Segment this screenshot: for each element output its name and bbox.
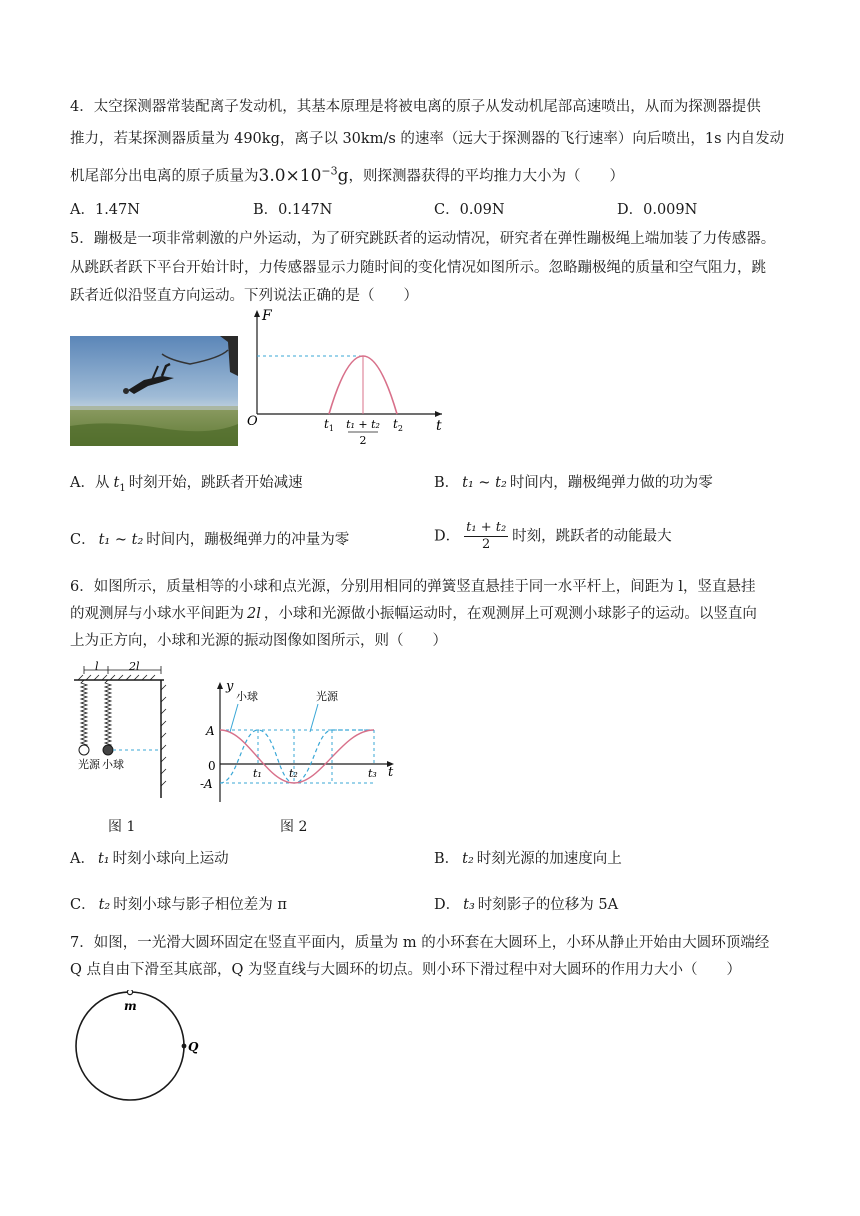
q4-option-b: B．0.147N <box>253 202 333 218</box>
light-source-label: 光源 <box>78 758 100 771</box>
x-axis-label: t <box>436 418 442 434</box>
t1-label: t₁ <box>253 767 262 780</box>
q4-line-3 <box>70 161 624 187</box>
ball-label: 小球 <box>102 758 124 771</box>
q6-line-1: 6．如图所示，质量相等的小球和点光源，分别用相同的弹簧竖直悬挂于同一水平杆上，间距为 l，竖直悬挂 <box>70 579 756 595</box>
q5-line-1: 5．蹦极是一项非常刺激的户外运动，为了研究跳跃者的运动情况，研究者在弹性蹦极绳上端加装了力传感器。 <box>70 231 776 247</box>
bungee-jumper-photo <box>70 336 238 446</box>
q6-option-b: B． t₂ 时刻光源的加速度向上 <box>434 851 622 867</box>
figure-1-caption: 图 1 <box>108 819 136 835</box>
zero-label: 0 <box>208 759 216 773</box>
small-ring <box>127 990 132 995</box>
q5-option-d: D． $\frac{\text{t₁ + t₂}}{2}$ 时刻，跳跃者的动能最大 <box>434 520 672 552</box>
ball-spring <box>105 680 111 754</box>
q5-line-3: 跃者近似沿竖直方向运动。下列说法正确的是（ ） <box>70 288 418 304</box>
ball-curve-label: 小球 <box>236 690 258 703</box>
t1-label: $t_1$ <box>324 417 334 433</box>
q-label: Q <box>188 1040 199 1054</box>
t2-label: $t_2$ <box>393 417 403 433</box>
small-ball <box>103 745 113 755</box>
dim-2l-label: 2l <box>129 660 140 673</box>
y-axis-label: F <box>262 308 272 324</box>
midpoint-denominator: 2 <box>359 434 367 447</box>
point-q <box>182 1044 187 1049</box>
q5-line-2: 从跳跃者跃下平台开始计时，力传感器显示力随时间的变化情况如图所示。忽略蹦极绳的质量和空气阻力，跳 <box>70 260 766 276</box>
light-curve-label: 光源 <box>316 690 338 703</box>
q6-line-2: 的观测屏与小球水平间距为 2l ，小球和光源做小振幅运动时，在观测屏上可观测小球影子的运动。以竖直向 <box>70 606 757 622</box>
oscillation-graph <box>196 678 402 804</box>
mass-label: m <box>124 999 137 1013</box>
q4-mass-value: $3.0\times 10^{-3}g$ <box>258 164 349 186</box>
origin-label: O <box>247 414 258 429</box>
q5-option-b: B． t₁ ~ t₂ 时间内，蹦极绳弹力做的功为零 <box>434 475 713 491</box>
q4-line-3-post: ，则探测器获得的平均推力大小为（ ） <box>348 168 625 185</box>
t2-label: t₂ <box>289 767 298 780</box>
q4-option-c: C．0.09N <box>434 202 505 218</box>
q6-option-d: D． t₃ 时刻影子的位移为 5A <box>434 897 619 913</box>
figure-2-caption: 图 2 <box>280 819 308 835</box>
light-spring <box>81 680 87 754</box>
midpoint-numerator: t₁ + t₂ <box>346 418 380 431</box>
spring-setup-figure <box>66 660 176 802</box>
q4-option-a: A．1.47N <box>70 202 140 218</box>
y-axis-label: y <box>226 679 234 694</box>
q5-option-a: A．从 $t_1$ 时刻开始，跳跃者开始减速 <box>70 475 303 494</box>
q6-option-a: A． t₁ 时刻小球向上运动 <box>70 851 229 867</box>
q7-line-2: Q 点自由下滑至其底部，Q 为竖直线与大圆环的切点。则小环下滑过程中对大圆环的作用力大小（ ） <box>70 962 741 978</box>
neg-amplitude-label: -A <box>200 777 213 791</box>
dim-l-label: l <box>95 660 99 673</box>
q4-line-3-pre: 机尾部分出电离的原子质量为 <box>70 168 259 185</box>
q4-line-1: 4．太空探测器常装配离子发动机，其基本原理是将被电离的原子从发动机尾部高速喷出，从而为探测器提供 <box>70 99 761 115</box>
q7-line-1: 7．如图，一光滑大圆环固定在竖直平面内，质量为 m 的小环套在大圆环上，小环从静止开始由大圆环顶端经 <box>70 935 770 951</box>
force-time-graph <box>242 304 452 450</box>
q4-line-2: 推力，若某探测器质量为 490kg，离子以 30km/s 的速率（远大于探测器的飞行速率）向后喷出，1s 内自发动 <box>70 131 785 147</box>
q4-option-d: D．0.009N <box>617 202 698 218</box>
amplitude-label: A <box>206 724 215 738</box>
q6-option-c: C． t₂ 时刻小球与影子相位差为 π <box>70 897 287 913</box>
light-source <box>79 745 89 755</box>
large-ring-figure <box>66 990 216 1110</box>
q6-line-3: 上为正方向，小球和光源的振动图像如图所示，则（ ） <box>70 633 447 649</box>
q5-option-c: C． t₁ ~ t₂ 时间内，蹦极绳弹力的冲量为零 <box>70 532 350 548</box>
x-axis-label: t <box>388 765 394 780</box>
t3-label: t₃ <box>368 767 377 780</box>
